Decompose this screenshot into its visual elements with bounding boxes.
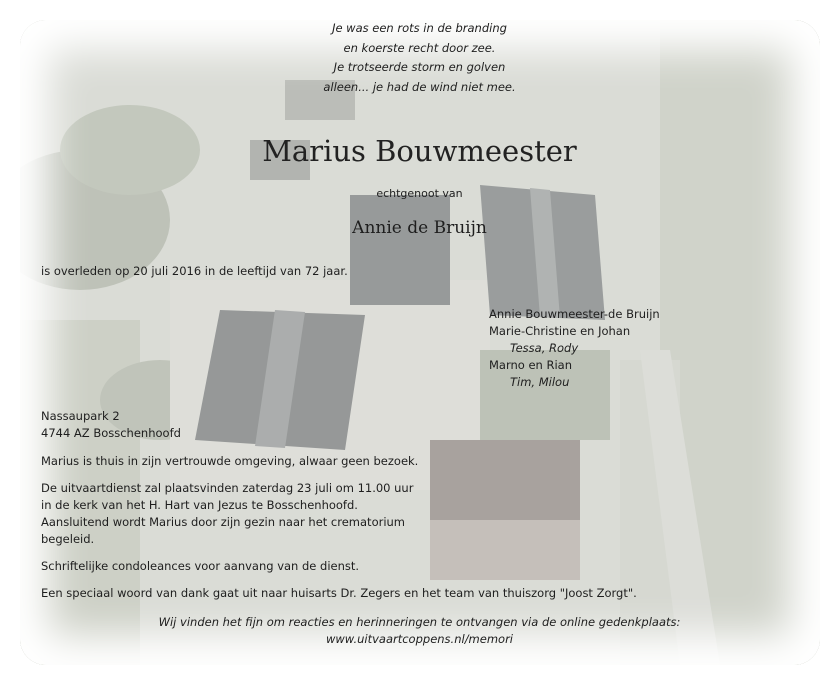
family-member: Annie Bouwmeester-de Bruijn (489, 307, 660, 321)
funeral-info (41, 480, 413, 548)
death-notice: is overleden op 20 juli 2016 in de leeftijd van 72 jaar. (41, 264, 348, 278)
memorial-link[interactable]: www.uitvaartcoppens.nl/memori (325, 631, 514, 646)
condolences-note: Schriftelijke condoleances voor aanvang van de dienst. (41, 559, 360, 573)
funeral-line: Aansluitend wordt Marius door zijn gezin naar het crematorium (41, 515, 406, 529)
family-member: Marno en Rian (489, 358, 573, 372)
poem-line: alleen... je had de wind niet mee. (323, 79, 516, 94)
deceased-name: Marius Bouwmeester (262, 134, 577, 168)
grandchildren: Tim, Milou (510, 375, 570, 389)
poem-line: en koerste recht door zee. (343, 40, 496, 55)
spouse-name: Annie de Bruijn (352, 218, 487, 238)
footer (0, 614, 839, 647)
home-note: Marius is thuis in zijn vertrouwde omgeving, alwaar geen bezoek. (41, 454, 419, 468)
address-street: Nassaupark 2 (41, 409, 120, 423)
family-list (489, 306, 660, 391)
poem-line: Je was een rots in de branding (332, 21, 507, 35)
funeral-line: in de kerk van het H. Hart van Jezus te Bosschenhoofd. (41, 498, 358, 512)
thanks-note: Een speciaal woord van dank gaat uit naar huisarts Dr. Zegers en het team van thuiszorg "Joost Zorgt". (41, 586, 637, 600)
grandchildren: Tessa, Rody (510, 341, 579, 355)
footer-text: Wij vinden het fijn om reacties en herinneringen te ontvangen via de online gedenkplaats: (158, 615, 681, 629)
address (41, 408, 181, 442)
poem (0, 19, 839, 97)
address-city: 4744 AZ Bosschenhoofd (41, 426, 181, 440)
funeral-line: De uitvaartdienst zal plaatsvinden zaterdag 23 juli om 11.00 uur (41, 481, 414, 495)
funeral-line: begeleid. (41, 532, 95, 546)
poem-line: Je trotseerde storm en golven (333, 60, 506, 74)
family-member: Marie-Christine en Johan (489, 324, 631, 338)
spouse-label: echtgenoot van (376, 187, 463, 200)
